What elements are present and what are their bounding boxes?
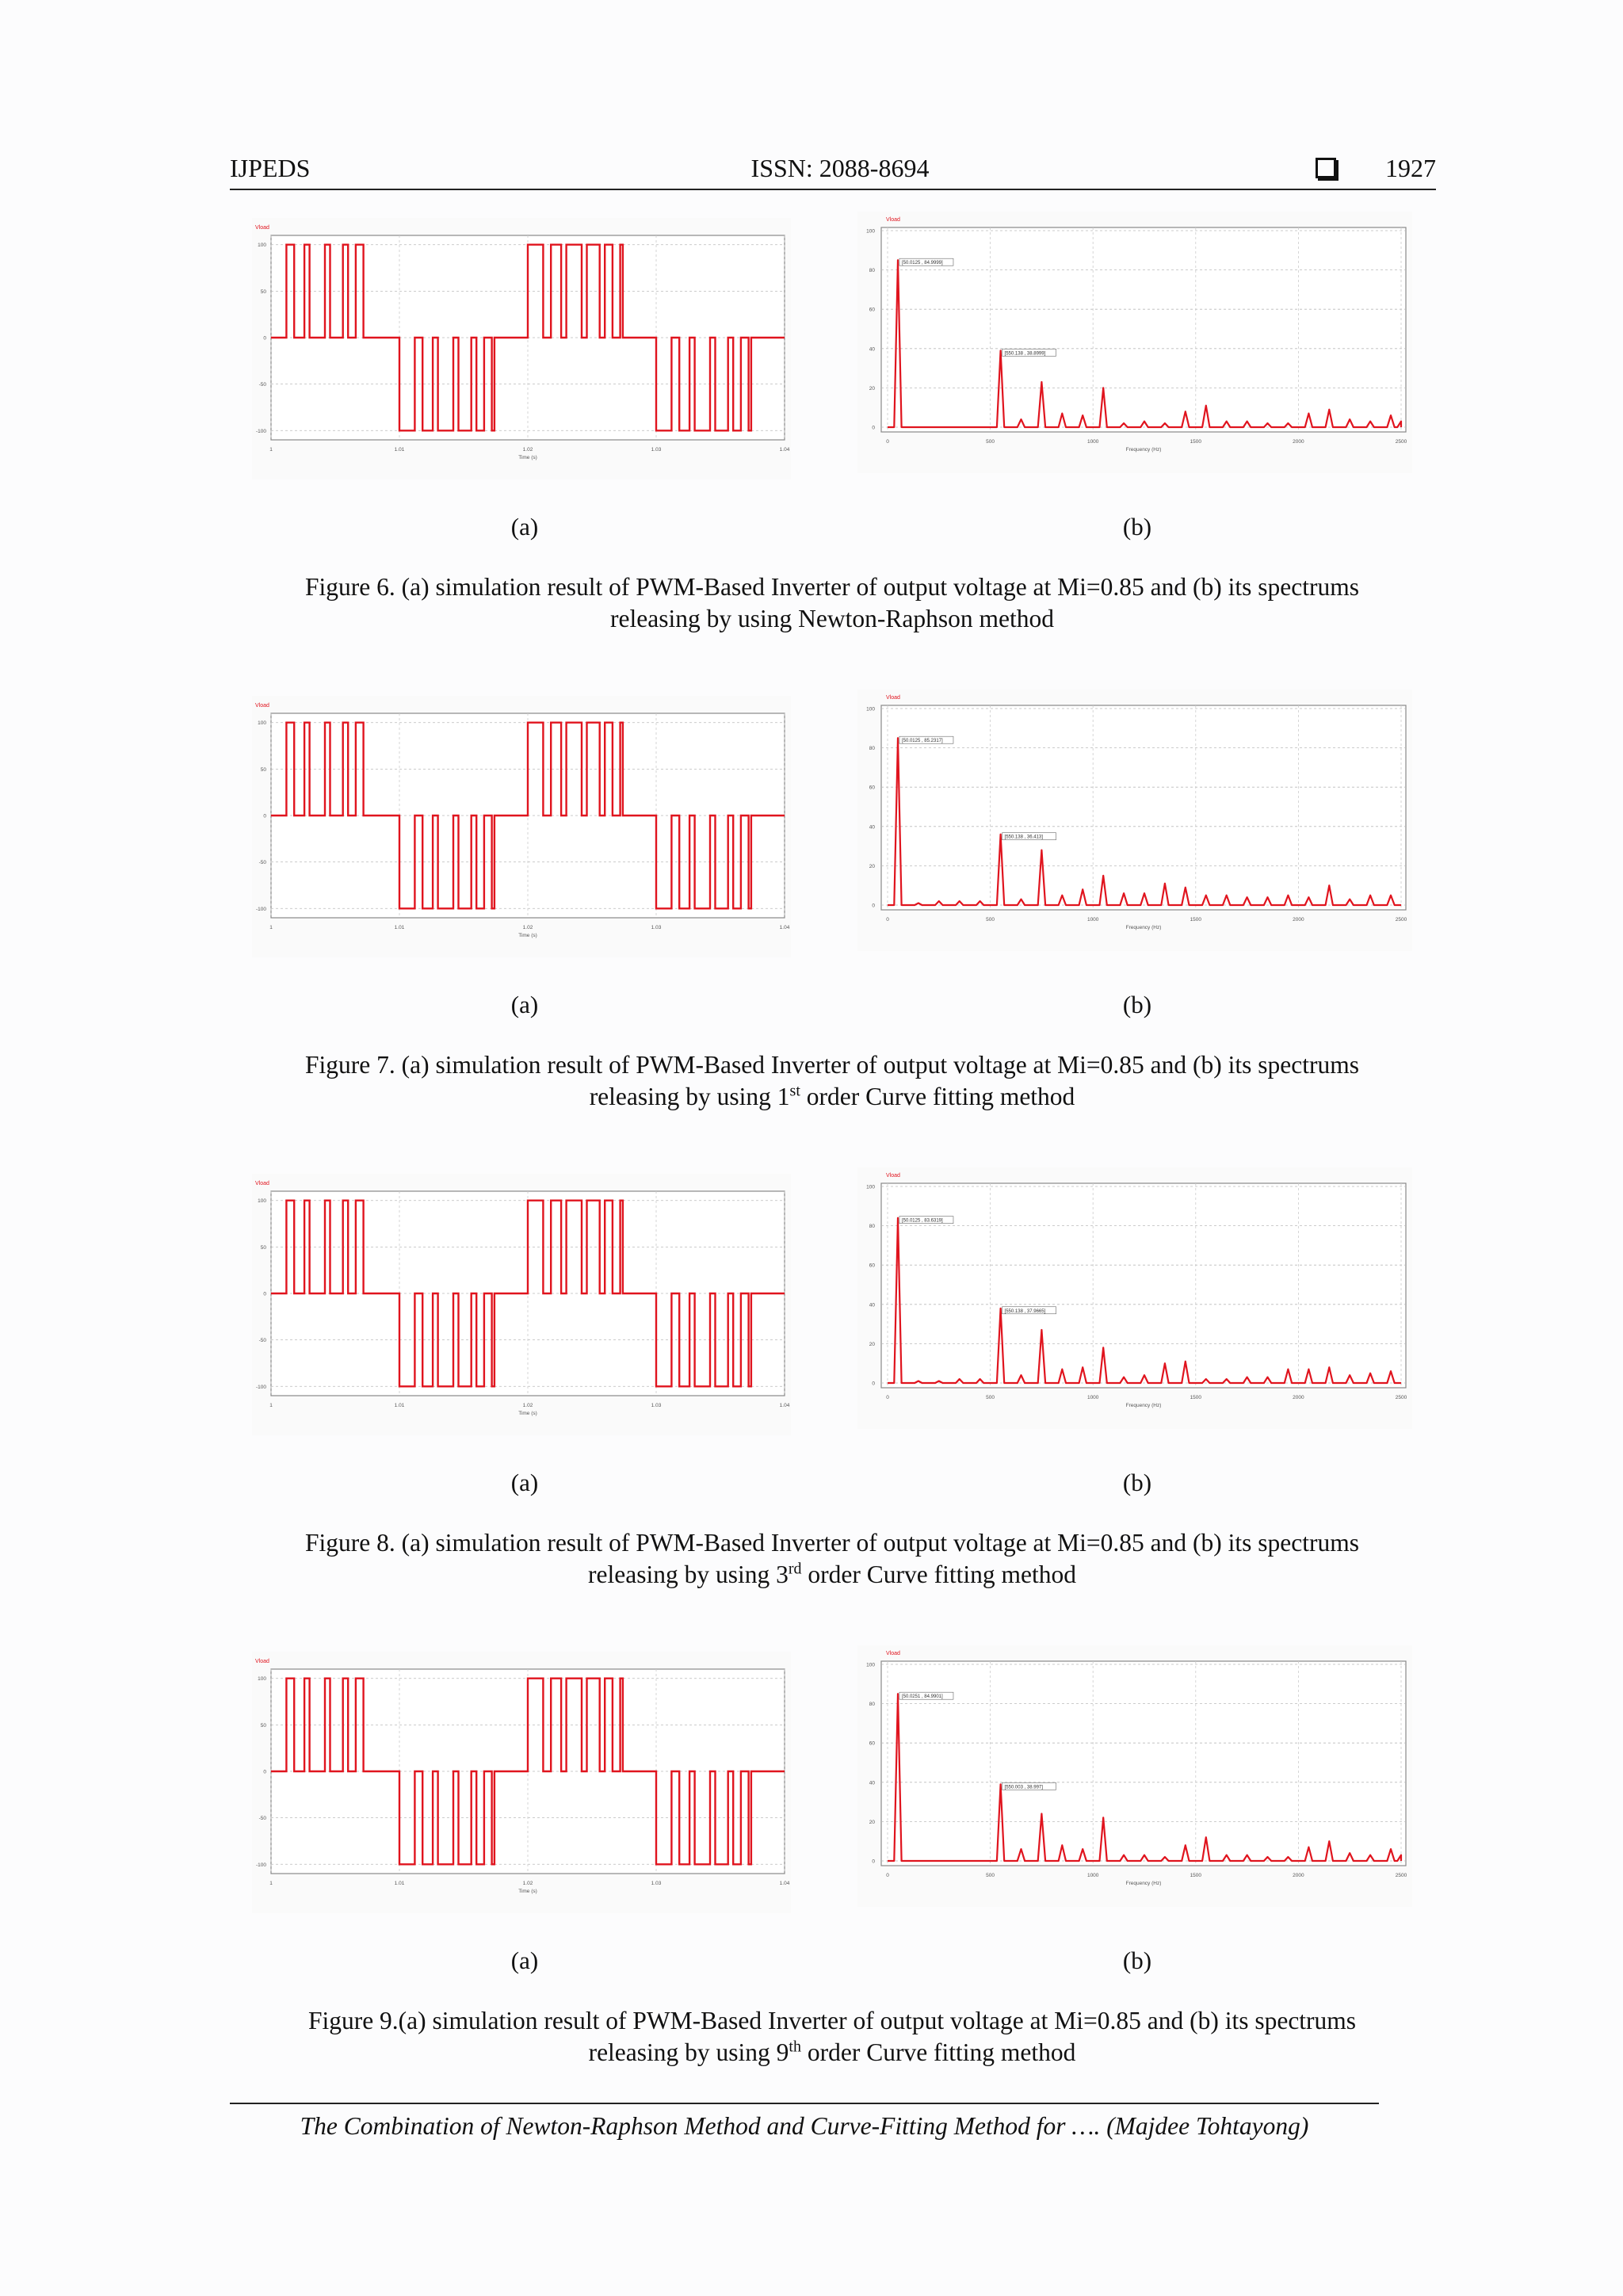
spectrum-plot xyxy=(857,212,1412,473)
x-tick-label: 2000 xyxy=(1293,1395,1304,1400)
y-tick-label: -50 xyxy=(258,382,266,388)
series-label: Vload xyxy=(255,225,269,231)
figure-caption xyxy=(238,571,1426,635)
y-tick-label: 100 xyxy=(866,706,875,712)
caption-line-2 xyxy=(238,1081,1426,1113)
y-tick-label: 100 xyxy=(258,1198,266,1205)
y-tick-label: 20 xyxy=(869,385,875,392)
x-axis-label: Frequency (Hz) xyxy=(1125,925,1162,930)
plot-frame xyxy=(881,1183,1406,1388)
x-tick-label: 1.03 xyxy=(651,447,662,453)
panel-a xyxy=(252,1174,791,1435)
y-tick-label: -100 xyxy=(255,1384,266,1390)
series-label: Vload xyxy=(255,1181,269,1186)
x-tick-label: 0 xyxy=(886,439,889,445)
y-tick-label: -50 xyxy=(258,860,266,866)
y-tick-label: 60 xyxy=(869,1263,875,1269)
panel-b xyxy=(857,212,1412,473)
spectrum-plot xyxy=(857,690,1412,951)
series-label: Vload xyxy=(886,1651,900,1656)
series-label: Vload xyxy=(886,217,900,223)
caption-ordinal-suffix: st xyxy=(789,1082,800,1100)
x-tick-label: 1.04 xyxy=(779,925,790,930)
x-tick-label: 1 xyxy=(269,1403,273,1408)
y-tick-label: 50 xyxy=(260,1244,266,1251)
y-tick-label: 0 xyxy=(263,813,266,819)
caption-line-2 xyxy=(238,603,1426,635)
x-tick-label: 1500 xyxy=(1190,917,1202,923)
y-tick-label: 60 xyxy=(869,785,875,791)
y-tick-label: 100 xyxy=(258,720,266,727)
x-tick-label: 1000 xyxy=(1086,1395,1099,1400)
x-axis-label: Time (s) xyxy=(518,455,537,460)
y-tick-label: -100 xyxy=(255,1862,266,1868)
y-tick-label: 80 xyxy=(869,746,875,752)
x-axis-label: Time (s) xyxy=(518,933,537,938)
annotation-harmonic: [550.003 , 38.997] xyxy=(1004,1785,1043,1790)
figure-caption xyxy=(238,1049,1426,1113)
y-tick-label: 40 xyxy=(869,1302,875,1308)
panel-b xyxy=(857,1167,1412,1429)
caption-line-2-text: releasing by using 3 xyxy=(588,1561,789,1588)
y-tick-label: 40 xyxy=(869,1780,875,1786)
page-header xyxy=(230,151,1436,190)
plot-frame xyxy=(881,705,1406,910)
journal-name: IJPEDS xyxy=(230,154,311,182)
x-tick-label: 2500 xyxy=(1395,1873,1407,1878)
x-tick-label: 500 xyxy=(986,1873,995,1878)
y-tick-label: 40 xyxy=(869,824,875,831)
x-tick-label: 0 xyxy=(886,1873,889,1878)
x-tick-label: 1.01 xyxy=(394,925,405,930)
x-tick-label: 1.03 xyxy=(651,1881,662,1886)
x-tick-label: 1.01 xyxy=(394,447,405,453)
y-tick-label: 0 xyxy=(263,335,266,342)
x-tick-label: 1.04 xyxy=(779,1881,790,1886)
x-axis-label: Frequency (Hz) xyxy=(1125,1403,1162,1408)
x-tick-label: 1 xyxy=(269,925,273,930)
y-tick-label: 100 xyxy=(866,1662,875,1668)
x-tick-label: 1.02 xyxy=(522,1881,533,1886)
x-axis-label: Time (s) xyxy=(518,1411,537,1416)
panel-b xyxy=(857,1645,1412,1907)
x-tick-label: 1.04 xyxy=(779,1403,790,1408)
x-tick-label: 2500 xyxy=(1395,917,1407,923)
x-tick-label: 0 xyxy=(886,1395,889,1400)
x-tick-label: 2000 xyxy=(1293,917,1304,923)
x-tick-label: 1 xyxy=(269,447,273,453)
x-tick-label: 2000 xyxy=(1293,1873,1304,1878)
panel-a xyxy=(252,696,791,957)
x-tick-label: 500 xyxy=(986,917,995,923)
y-tick-label: 40 xyxy=(869,346,875,353)
caption-ordinal-suffix: rd xyxy=(788,1560,802,1578)
sublabel-a: (a) xyxy=(510,1946,539,1974)
time-domain-plot xyxy=(252,218,791,479)
annotation-fundamental: [50.0125 , 83.6319] xyxy=(901,1218,943,1224)
plot-frame xyxy=(881,1661,1406,1866)
y-tick-label: 0 xyxy=(263,1291,266,1297)
x-tick-label: 2000 xyxy=(1293,439,1304,445)
series-label: Vload xyxy=(255,1659,269,1664)
plot-frame xyxy=(881,227,1406,432)
x-tick-label: 1 xyxy=(269,1881,273,1886)
series-label: Vload xyxy=(886,1173,900,1179)
x-tick-label: 1.03 xyxy=(651,1403,662,1408)
x-tick-label: 1500 xyxy=(1190,439,1202,445)
spectrum-plot xyxy=(857,1645,1412,1907)
x-axis-label: Frequency (Hz) xyxy=(1125,447,1162,453)
time-domain-plot xyxy=(252,696,791,957)
y-tick-label: 20 xyxy=(869,1341,875,1347)
time-domain-plot xyxy=(252,1652,791,1913)
y-tick-label: -100 xyxy=(255,906,266,912)
series-label: Vload xyxy=(886,695,900,701)
sublabel-b: (b) xyxy=(1122,991,1152,1018)
x-tick-label: 1.04 xyxy=(779,447,790,453)
annotation-harmonic: [550.138 , 36.413] xyxy=(1004,835,1043,840)
x-tick-label: 1.03 xyxy=(651,925,662,930)
sublabel-a: (a) xyxy=(510,991,539,1018)
annotation-fundamental: [50.0125 , 84.9999] xyxy=(901,261,943,266)
caption-line-1: Figure 6. (a) simulation result of PWM-Based Inverter of output voltage at Mi=0.85 and (b) its spectrums xyxy=(305,573,1359,601)
annotation-fundamental: [50.0125 , 85.2317] xyxy=(901,739,943,744)
x-tick-label: 1.02 xyxy=(522,1403,533,1408)
sublabel-b: (b) xyxy=(1122,1469,1152,1496)
caption-line-1: Figure 7. (a) simulation result of PWM-Based Inverter of output voltage at Mi=0.85 and (b) its spectrums xyxy=(305,1051,1359,1079)
caption-line-2-tail: order Curve fitting method xyxy=(801,1561,1076,1588)
y-tick-label: 60 xyxy=(869,1740,875,1747)
y-tick-label: 60 xyxy=(869,307,875,313)
y-tick-label: 0 xyxy=(872,1859,875,1865)
y-tick-label: 20 xyxy=(869,1819,875,1825)
y-tick-label: 100 xyxy=(258,1676,266,1683)
caption-line-2-tail: order Curve fitting method xyxy=(800,2038,1076,2066)
y-tick-label: 80 xyxy=(869,268,875,274)
annotation-harmonic: [550.138 , 38.8999] xyxy=(1004,351,1046,357)
x-tick-label: 1.02 xyxy=(522,925,533,930)
x-tick-label: 0 xyxy=(886,917,889,923)
y-tick-label: -100 xyxy=(255,428,266,434)
y-tick-label: 80 xyxy=(869,1702,875,1708)
sublabel-b: (b) xyxy=(1122,513,1152,541)
caption-line-2-text: releasing by using 1 xyxy=(589,1083,790,1110)
x-tick-label: 500 xyxy=(986,1395,995,1400)
panel-b xyxy=(857,690,1412,951)
sublabel-a: (a) xyxy=(510,513,539,541)
series-label: Vload xyxy=(255,703,269,709)
caption-line-2-text: releasing by using Newton-Raphson method xyxy=(610,605,1054,632)
y-tick-label: -50 xyxy=(258,1338,266,1344)
x-tick-label: 2500 xyxy=(1395,1395,1407,1400)
x-tick-label: 1.02 xyxy=(522,447,533,453)
caption-line-2-tail: order Curve fitting method xyxy=(800,1083,1075,1110)
caption-line-1: Figure 8. (a) simulation result of PWM-Based Inverter of output voltage at Mi=0.85 and (b) its spectrums xyxy=(305,1529,1359,1557)
y-tick-label: 100 xyxy=(866,1184,875,1190)
y-tick-label: 80 xyxy=(869,1224,875,1230)
figure-caption xyxy=(238,2005,1426,2069)
caption-line-2-text: releasing by using 9 xyxy=(588,2038,789,2066)
y-tick-label: 0 xyxy=(872,903,875,909)
x-tick-label: 1000 xyxy=(1086,1873,1099,1878)
x-tick-label: 1000 xyxy=(1086,439,1099,445)
sublabel-a: (a) xyxy=(510,1469,539,1496)
x-tick-label: 1.01 xyxy=(394,1881,405,1886)
x-axis-label: Time (s) xyxy=(518,1889,537,1894)
y-tick-label: -50 xyxy=(258,1816,266,1822)
y-tick-label: 50 xyxy=(260,766,266,773)
x-tick-label: 1500 xyxy=(1190,1395,1202,1400)
x-axis-label: Frequency (Hz) xyxy=(1125,1881,1162,1886)
y-tick-label: 100 xyxy=(866,228,875,235)
annotation-fundamental: [50.0251 , 84.9901] xyxy=(901,1694,943,1700)
y-tick-label: 20 xyxy=(869,863,875,869)
page-number: 1927 xyxy=(1385,154,1436,182)
sublabel-b: (b) xyxy=(1122,1946,1152,1974)
x-tick-label: 1500 xyxy=(1190,1873,1202,1878)
issn: ISSN: 2088-8694 xyxy=(750,154,930,182)
y-tick-label: 50 xyxy=(260,1722,266,1729)
figure-caption xyxy=(238,1527,1426,1591)
y-tick-label: 0 xyxy=(872,1381,875,1387)
y-tick-label: 100 xyxy=(258,243,266,249)
x-tick-label: 1000 xyxy=(1086,917,1099,923)
caption-line-2 xyxy=(238,2037,1426,2069)
square-bullet-icon xyxy=(1316,158,1336,178)
panel-a xyxy=(252,218,791,479)
x-tick-label: 1.01 xyxy=(394,1403,405,1408)
y-tick-label: 0 xyxy=(872,425,875,431)
time-domain-plot xyxy=(252,1174,791,1435)
y-tick-label: 50 xyxy=(260,288,266,295)
annotation-harmonic: [550.138 , 37.9665] xyxy=(1004,1308,1046,1314)
caption-line-2 xyxy=(238,1559,1426,1591)
caption-ordinal-suffix: th xyxy=(789,2038,801,2056)
panel-a xyxy=(252,1652,791,1913)
x-tick-label: 2500 xyxy=(1395,439,1407,445)
x-tick-label: 500 xyxy=(986,439,995,445)
page-footer: The Combination of Newton-Raphson Method and Curve-Fitting Method for …. (Majdee Tohtayong) xyxy=(230,2103,1379,2141)
spectrum-plot xyxy=(857,1167,1412,1429)
y-tick-label: 0 xyxy=(263,1769,266,1775)
caption-line-1: Figure 9.(a) simulation result of PWM-Based Inverter of output voltage at Mi=0.85 and (b) its spectrums xyxy=(307,2007,1357,2034)
